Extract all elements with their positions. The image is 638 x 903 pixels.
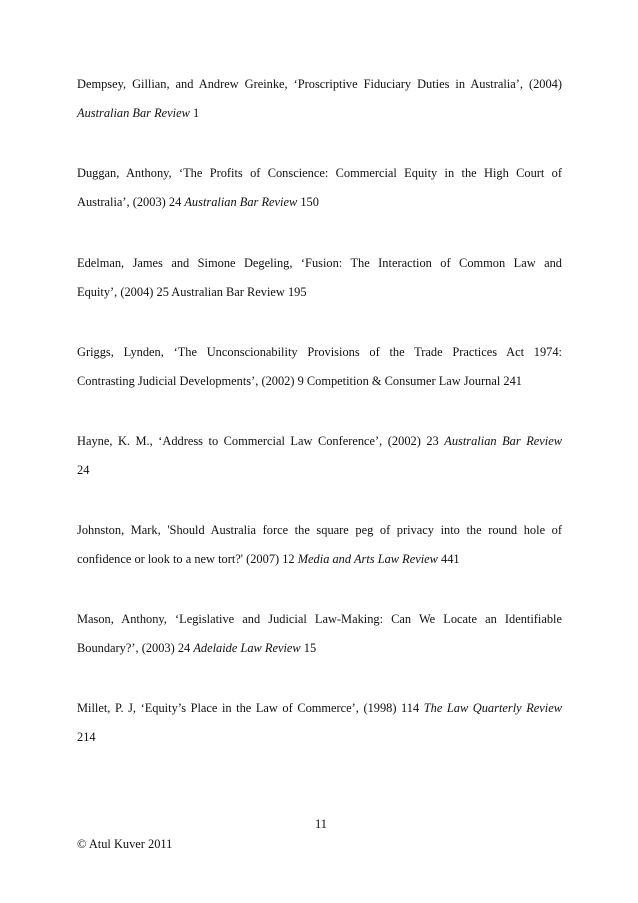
entry-line-2: Australia’, (2003) 24 Australian Bar Review 150 (77, 194, 319, 209)
entry-line-1: Millet, P. J, ‘Equity’s Place in the Law of Commerce’, (1998) 114 The Law Quarterly Review (77, 701, 562, 715)
entry-line-1: Johnston, Mark, 'Should Australia force the square peg of privacy into the round hole of (77, 523, 562, 537)
entry-line-1: Duggan, Anthony, ‘The Profits of Conscience: Commercial Equity in the High Court of (77, 166, 562, 180)
journal-title: Australian Bar Review (444, 434, 562, 448)
journal-title: Media and Arts Law Review (297, 551, 438, 566)
entry-line-1: Griggs, Lynden, ‘The Unconscionability Provisions of the Trade Practices Act 1974: (77, 345, 562, 359)
bibliography-entry (77, 159, 562, 216)
entry-line-1: Dempsey, Gillian, and Andrew Greinke, ‘Proscriptive Fiduciary Duties in Australia’, (2004) (77, 77, 562, 91)
entry-line-2: Equity’, (2004) 25 Australian Bar Review 195 (77, 284, 307, 299)
bibliography-entry (77, 516, 562, 573)
entry-line-2: Contrasting Judicial Developments’, (2002) 9 Competition & Consumer Law Journal 241 (77, 373, 522, 388)
entry-line-2: Boundary?’, (2003) 24 Adelaide Law Review 15 (77, 640, 317, 655)
bibliography-entry (77, 70, 562, 127)
bibliography-entry (77, 249, 562, 306)
entry-line-2: confidence or look to a new tort?' (2007) 12 Media and Arts Law Review 441 (77, 551, 460, 566)
bibliography-entry (77, 427, 562, 484)
journal-title: The Law Quarterly Review (423, 701, 562, 715)
journal-title: Australian Bar Review (77, 105, 190, 120)
page-number: 11 (315, 817, 327, 831)
entry-line-1: Edelman, James and Simone Degeling, ‘Fusion: The Interaction of Common Law and (77, 256, 562, 270)
entry-line-2: 214 (77, 729, 96, 744)
copyright-notice: © Atul Kuver 2011 (77, 837, 173, 851)
bibliography-entry (77, 694, 562, 751)
journal-title: Australian Bar Review (184, 194, 298, 209)
entry-line-2: Australian Bar Review 1 (77, 105, 200, 120)
journal-title: Adelaide Law Review (193, 640, 301, 655)
entry-line-2: 24 (77, 462, 90, 477)
bibliography-entry (77, 338, 562, 395)
entry-line-1: Mason, Anthony, ‘Legislative and Judicial Law-Making: Can We Locate an Identifiable (77, 612, 562, 626)
entry-line-1: Hayne, K. M., ‘Address to Commercial Law Conference’, (2002) 23 Australian Bar Review (77, 434, 562, 448)
bibliography-entry (77, 605, 562, 662)
